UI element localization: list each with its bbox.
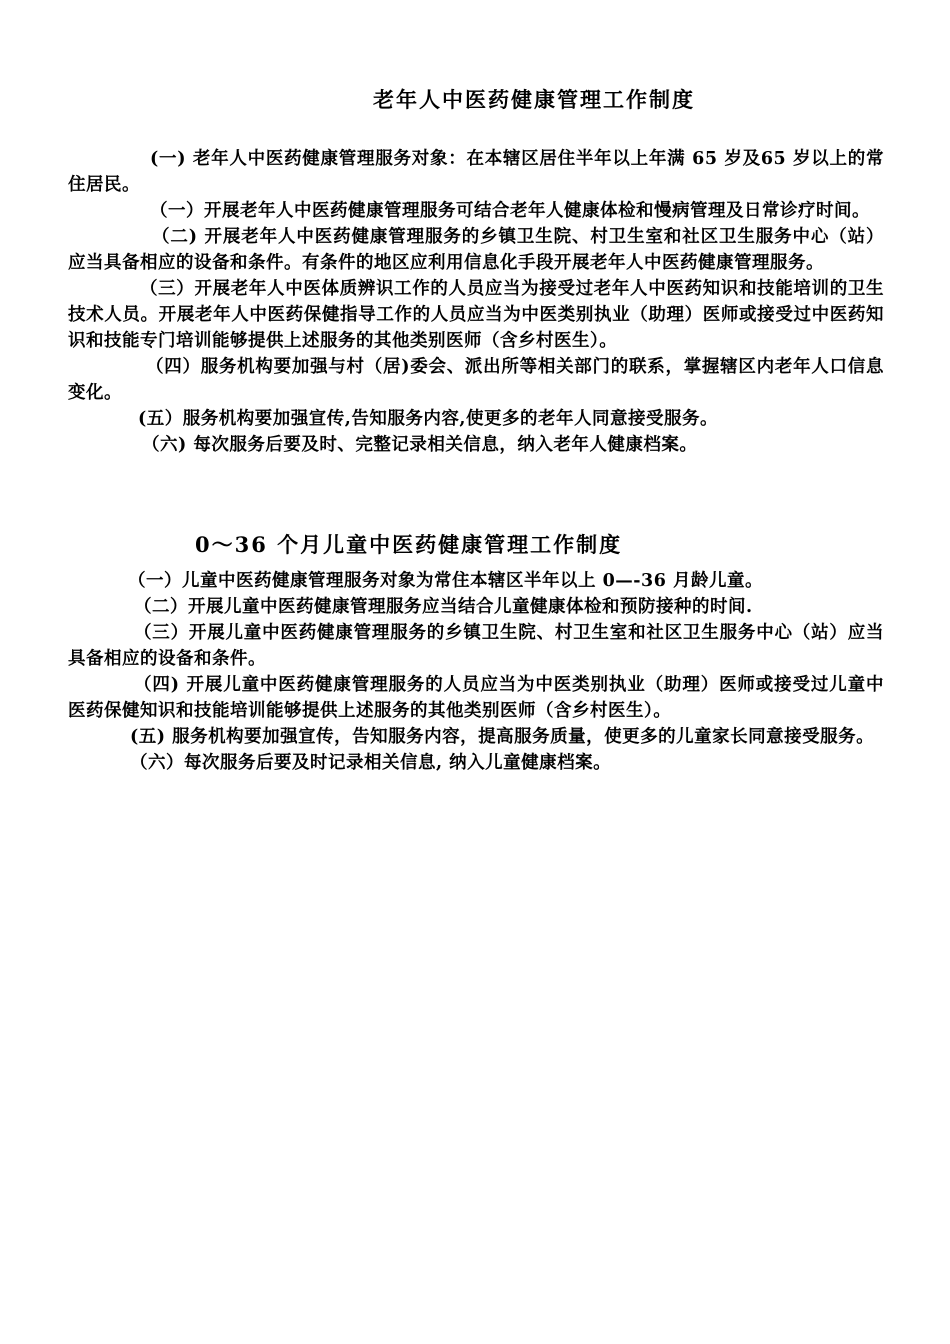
paragraph: （三）开展儿童中医药健康管理服务的乡镇卫生院、村卫生室和社区卫生服务中心（站）应当具备相应的设备和条件。 bbox=[68, 623, 884, 669]
paragraph: （一）儿童中医药健康管理服务对象为常住本辖区半年以上 0—-36 月龄儿童。 bbox=[128, 571, 763, 591]
paragraph: (五) 服务机构要加强宣传，告知服务内容，提高服务质量，使更多的儿童家长同意接受服务。 bbox=[130, 727, 875, 747]
paragraph: （四) 开展儿童中医药健康管理服务的人员应当为中医类别执业（助理）医师或接受过儿童中医药保健知识和技能培训能够提供上述服务的其他类别医师（含乡村医生）。 bbox=[68, 675, 884, 721]
section-title-children: 0～36 个月儿童中医药健康管理工作制度 bbox=[195, 532, 623, 557]
paragraph: （六）每次服务后要及时记录相关信息, 纳入儿童健康档案。 bbox=[130, 753, 612, 773]
paragraph: （一）开展老年人中医药健康管理服务可结合老年人健康体检和慢病管理及日常诊疗时间。 bbox=[150, 201, 870, 221]
paragraph: （四）服务机构要加强与村（居)委会、派出所等相关部门的联系，掌握辖区内老年人口信息变化。 bbox=[68, 357, 884, 403]
paragraph: (五）服务机构要加强宣传,告知服务内容,使更多的老年人同意接受服务。 bbox=[138, 409, 718, 429]
paragraph: （二）开展儿童中医药健康管理服务应当结合儿童健康体检和预防接种的时间. bbox=[134, 597, 753, 617]
paragraph: (一) 老年人中医药健康管理服务对象：在本辖区居住半年以上年满 65 岁及65 岁以上的常住居民。 bbox=[68, 149, 884, 195]
section-children-body bbox=[68, 568, 884, 776]
paragraph: （六) 每次服务后要及时、完整记录相关信息，纳入老年人健康档案。 bbox=[142, 435, 698, 455]
section-title-elderly: 老年人中医药健康管理工作制度 bbox=[373, 87, 695, 112]
paragraph: （三）开展老年人中医体质辨识工作的人员应当为接受过老年人中医药知识和技能培训的卫生技术人员。开展老年人中医药保健指导工作的人员应当为中医类别执业（助理）医师或接受过中医药知识和技能专门培训能够提供上述服务的其他类别医师（含乡村医生）。 bbox=[68, 279, 884, 351]
paragraph: （二) 开展老年人中医药健康管理服务的乡镇卫生院、村卫生室和社区卫生服务中心（站）应当具备相应的设备和条件。有条件的地区应利用信息化手段开展老年人中医药健康管理服务。 bbox=[68, 227, 884, 273]
section-elderly-body bbox=[68, 146, 884, 458]
